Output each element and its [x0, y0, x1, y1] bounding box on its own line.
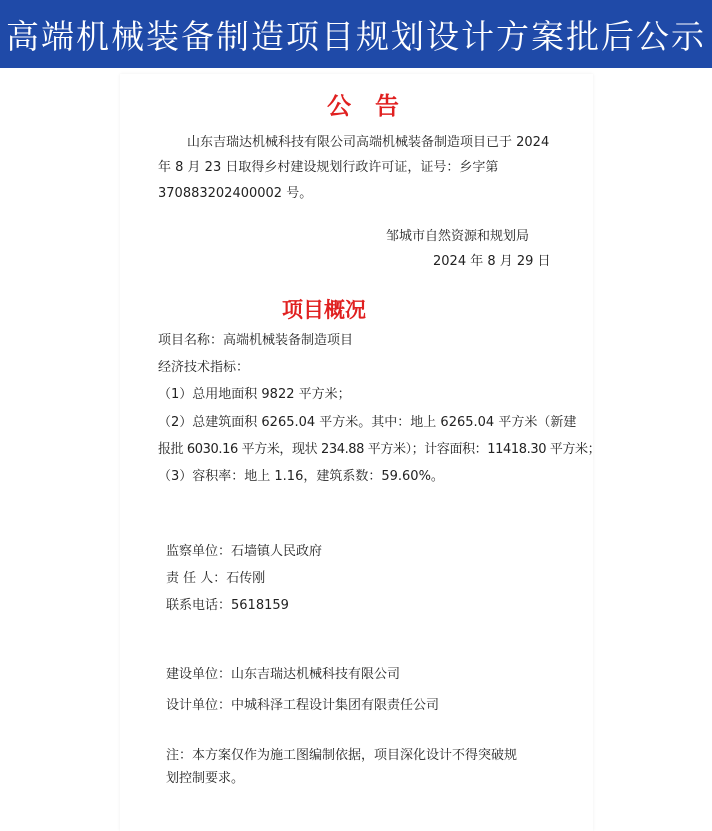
note: 注：本方案仅作为施工图编制依据，项目深化设计不得突破规 — [166, 748, 518, 763]
notice-text: 山东吉瑞达机械科技有限公司高端机械装备制造项目已于 2024 — [187, 135, 550, 150]
indicator: （3）容积率：地上 1.16，建筑系数：59.60%。 — [158, 469, 444, 484]
indicator: （2）总建筑面积 6265.04 平方米。其中：地上 6265.04 平方米（新建 — [158, 415, 577, 430]
indicators-label: 经济技术指标： — [158, 360, 250, 375]
project-name: 项目名称：高端机械装备制造项目 — [158, 333, 354, 348]
overview-title: 项目概况 — [282, 298, 366, 322]
indicator: 报批 6030.16 平方米，现状 234.88 平方米）；计容面积：11418.30 平方米； — [158, 442, 601, 457]
notice-text: 年 8 月 23 日取得乡村建设规划行政许可证，证号：乡字第 — [158, 160, 499, 175]
supervision-unit: 监察单位：石墙镇人民政府 — [166, 544, 323, 559]
indicator: （1）总用地面积 9822 平方米； — [158, 387, 351, 402]
responsible-person: 责 任 人：石传刚 — [166, 571, 266, 586]
notice-text: 370883202400002 号。 — [158, 186, 313, 201]
builder-unit: 建设单位：山东吉瑞达机械科技有限公司 — [166, 667, 401, 682]
page-banner-title: 高端机械装备制造项目规划设计方案批后公示 — [0, 0, 712, 68]
notice-title: 公 告 — [327, 92, 399, 120]
issuer: 邹城市自然资源和规划局 — [386, 229, 530, 244]
notice-date: 2024 年 8 月 29 日 — [433, 254, 551, 269]
contact-phone: 联系电话：5618159 — [166, 598, 289, 613]
designer-unit: 设计单位：中城科泽工程设计集团有限责任公司 — [166, 698, 440, 713]
note: 划控制要求。 — [166, 771, 245, 786]
